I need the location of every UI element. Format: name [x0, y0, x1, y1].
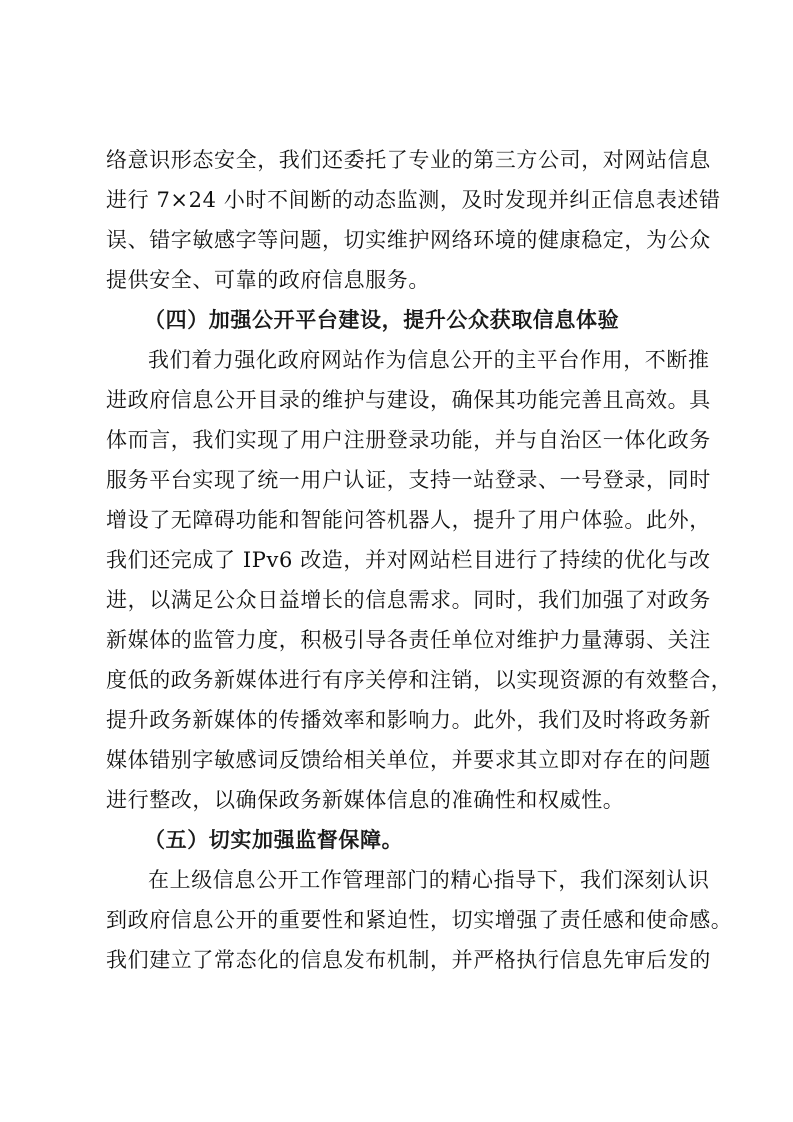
text-line: 媒体错别字敏感词反馈给相关单位，并要求其立即对存在的问题: [106, 748, 711, 772]
text-line: 我们着力强化政府网站作为信息公开的主平台作用，不断推: [148, 348, 710, 372]
document-body: [106, 140, 733, 980]
text-line: 体而言，我们实现了用户注册登录功能，并与自治区一体化政务: [106, 428, 711, 452]
text-line: 到政府信息公开的重要性和紧迫性，切实增强了责任感和使命感。: [106, 908, 733, 932]
text-line: 提升政务新媒体的传播效率和影响力。此外，我们及时将政务新: [106, 708, 711, 732]
text-line: 进行 7×24 小时不间断的动态监测，及时发现并纠正信息表述错: [106, 188, 721, 212]
text-line: 服务平台实现了统一用户认证，支持一站登录、一号登录，同时: [106, 468, 711, 492]
text-line: 我们建立了常态化的信息发布机制，并严格执行信息先审后发的: [106, 948, 711, 972]
text-line: 增设了无障碍功能和智能问答机器人，提升了用户体验。此外，: [106, 508, 711, 532]
section-heading-5: （五）切实加强监督保障。: [144, 827, 404, 852]
text-line: 进，以满足公众日益增长的信息需求。同时，我们加强了对政务: [106, 588, 711, 612]
paragraph-platform-construction: [106, 340, 733, 820]
paragraph-supervision: [106, 860, 733, 980]
text-line: 度低的政务新媒体进行有序关停和注销，以实现资源的有效整合，: [106, 668, 733, 692]
text-line: 在上级信息公开工作管理部门的精心指导下，我们深刻认识: [148, 868, 710, 892]
text-line: 络意识形态安全，我们还委托了专业的第三方公司，对网站信息: [106, 148, 711, 172]
text-line: 进政府信息公开目录的维护与建设，确保其功能完善且高效。具: [106, 388, 711, 412]
text-line: 误、错字敏感字等问题，切实维护网络环境的健康稳定，为公众: [106, 228, 711, 252]
text-line: 新媒体的监管力度，积极引导各责任单位对维护力量薄弱、关注: [106, 628, 711, 652]
section-heading-4: （四）加强公开平台建设，提升公众获取信息体验: [144, 307, 620, 332]
text-line: 我们还完成了 IPv6 改造，并对网站栏目进行了持续的优化与改: [106, 548, 711, 572]
text-line: 进行整改，以确保政务新媒体信息的准确性和权威性。: [106, 788, 625, 812]
text-line: 提供安全、可靠的政府信息服务。: [106, 268, 430, 292]
paragraph-network-monitoring: [106, 140, 721, 300]
